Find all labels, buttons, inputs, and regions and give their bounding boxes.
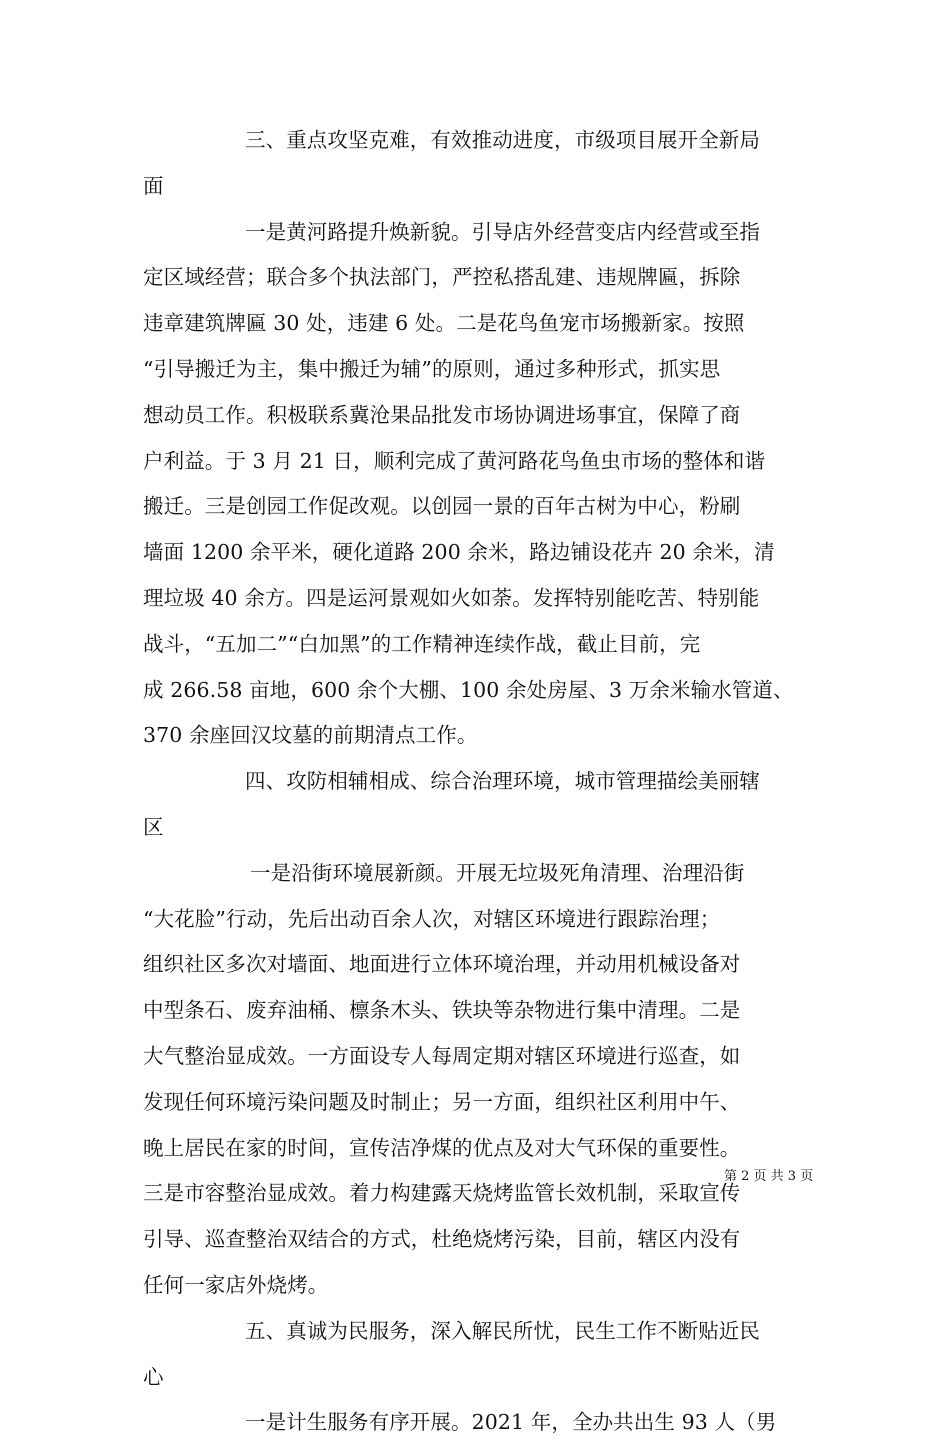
section-heading-3: 三、重点攻坚克难，有效推动进度，市级项目展开全新局 (245, 128, 760, 152)
paragraph-line: 违章建筑牌匾 30 处，违建 6 处。二是花鸟鱼宠市场搬新家。按照 (143, 311, 745, 336)
paragraph-line: 理垃圾 40 余方。四是运河景观如火如荼。发挥特别能吃苦、特别能 (143, 585, 760, 610)
paragraph-line: 战斗，“五加二”“白加黑”的工作精神连续作战，截止目前，完 (143, 631, 701, 656)
paragraph-line: “大花脸”行动，先后出动百余人次，对辖区环境进行跟踪治理； (143, 906, 721, 931)
page-number: 第 2 页 共 3 页 (724, 1169, 814, 1184)
paragraph-line: 墙面 1200 余平米，硬化道路 200 余米，路边铺设花卉 20 余米，清 (143, 540, 775, 565)
paragraph-line: 搬迁。三是创园工作促改观。以创园一景的百年古树为中心，粉刷 (143, 494, 741, 519)
paragraph-line: 想动员工作。积极联系冀沧果品批发市场协调进场事宜，保障了商 (143, 402, 741, 427)
document-body (143, 118, 814, 1446)
paragraph-line: 组织社区多次对墙面、地面进行立体环境治理，并动用机械设备对 (143, 952, 741, 977)
paragraph-line: 大气整治显成效。一方面设专人每周定期对辖区环境进行巡查，如 (143, 1043, 741, 1068)
section-heading-5: 五、真诚为民服务，深入解民所忧，民生工作不断贴近民 (245, 1318, 760, 1343)
paragraph-line: 户利益。于 3 月 21 日，顺利完成了黄河路花鸟鱼虫市场的整体和谐 (143, 448, 766, 473)
paragraph-line: 一是黄河路提升焕新貌。引导店外经营变店内经营或至指 (245, 219, 760, 244)
paragraph-line: 中型条石、废弃油桶、檩条木头、铁块等杂物进行集中清理。二是 (143, 998, 741, 1023)
paragraph-line: “引导搬迁为主，集中搬迁为辅”的原则，通过多种形式，抓实思 (143, 356, 721, 381)
paragraph-line: 一是计生服务有序开展。2021 年，全办共出生 93 人（男 (245, 1410, 777, 1435)
section-heading-4: 四、攻防相辅相成、综合治理环境，城市管理描绘美丽辖 (245, 769, 760, 794)
paragraph-line: 370 余座回汉坟墓的前期清点工作。 (143, 723, 478, 748)
paragraph-line: 成 266.58 亩地，600 余个大棚、100 余处房屋、3 万余米输水管道、 (143, 677, 794, 702)
paragraph-line: 一是沿街环境展新颜。开展无垃圾死角清理、治理沿街 (250, 860, 745, 885)
paragraph-line: 发现任何环境污染问题及时制止；另一方面，组织社区利用中午、 (143, 1089, 741, 1114)
paragraph-line: 任何一家店外烧烤。 (143, 1272, 329, 1297)
paragraph-line: 定区域经营；联合多个执法部门，严控私搭乱建、违规牌匾，拆除 (143, 265, 741, 290)
section-heading-5-continued: 心 (143, 1364, 164, 1389)
section-heading-3-continued: 面 (143, 173, 164, 198)
paragraph-line: 三是市容整治显成效。着力构建露天烧烤监管长效机制，采取宣传 (143, 1181, 741, 1206)
section-heading-4-continued: 区 (143, 814, 164, 839)
paragraph-line: 晚上居民在家的时间，宣传洁净煤的优点及对大气环保的重要性。 (143, 1135, 741, 1160)
paragraph-line: 引导、巡查整治双结合的方式，杜绝烧烤污染，目前，辖区内没有 (143, 1227, 741, 1252)
